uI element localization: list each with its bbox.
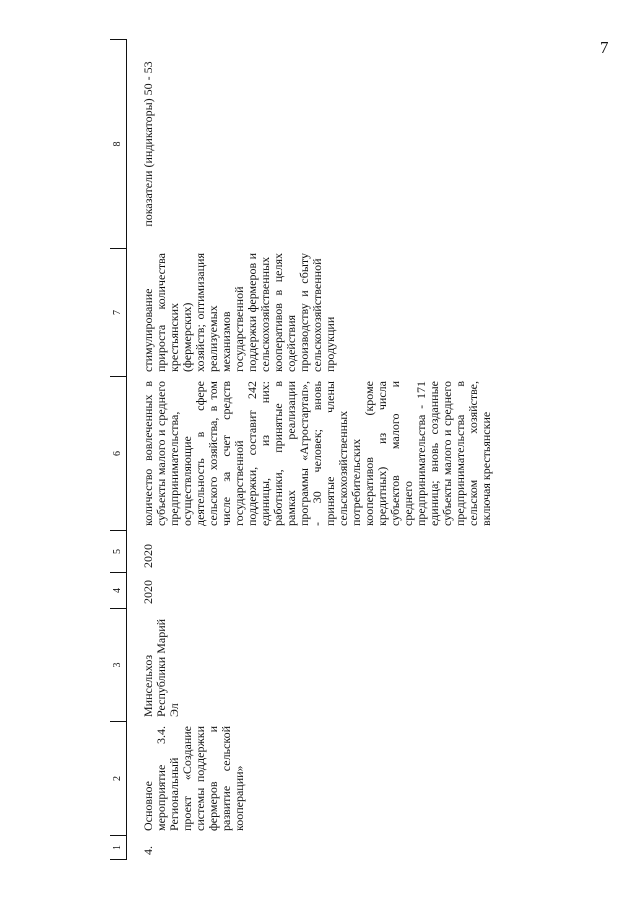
program-table	[110, 39, 493, 860]
column-header: 2	[110, 722, 127, 836]
end-year: 2020	[141, 544, 155, 568]
row-number: 4.	[141, 846, 155, 855]
column-header: 1	[110, 836, 127, 860]
start-year: 2020	[141, 580, 155, 604]
event-name: Основное мероприятие 3.4. Региональный проект «Создание системы поддержки фермеров и развитие сельской кооперации»	[141, 726, 246, 831]
indicators: показатели (индикаторы) 50 - 53	[141, 61, 155, 227]
column-header: 8	[110, 40, 127, 249]
column-header: 3	[110, 609, 127, 722]
column-header: 4	[110, 573, 127, 609]
rotated-table-page	[110, 40, 529, 860]
executor: Минсельхоз Республики Марий Эл	[141, 618, 181, 717]
column-header: 7	[110, 249, 127, 377]
main-directions: стимулирование прироста количества крестьянских (фермерских) хозяйств; оптимизация реализуемых механизмов государственной поддержки фермеров и сельскохозяйственных кооперативов в целях содействия производству и сбыту сельскохозяйственной продукции	[141, 253, 337, 372]
expected-result: количество вовлеченных в субъекты малого и среднего предпринимательства, осуществляющие деятельность в сфере сельского хозяйства, в том числе за счет средств государственной поддержки, составит 242 единицы, из них: работники, принятые в рамках реализации программы «Агростартап», - 30 человек; вновь принятые члены сельскохозяйственных потребительских кооперативов (кроме кредитных) из числа субъектов малого и среднего предпринимательства - 171 единица; вновь созданные субъекты малого и среднего предпринимательства в сельском хозяйстве, включая крестьянские	[141, 381, 493, 526]
page-number: 7	[600, 38, 609, 57]
table-row	[127, 40, 494, 860]
column-header: 5	[110, 531, 127, 573]
column-header: 6	[110, 377, 127, 531]
header-row	[110, 40, 127, 860]
